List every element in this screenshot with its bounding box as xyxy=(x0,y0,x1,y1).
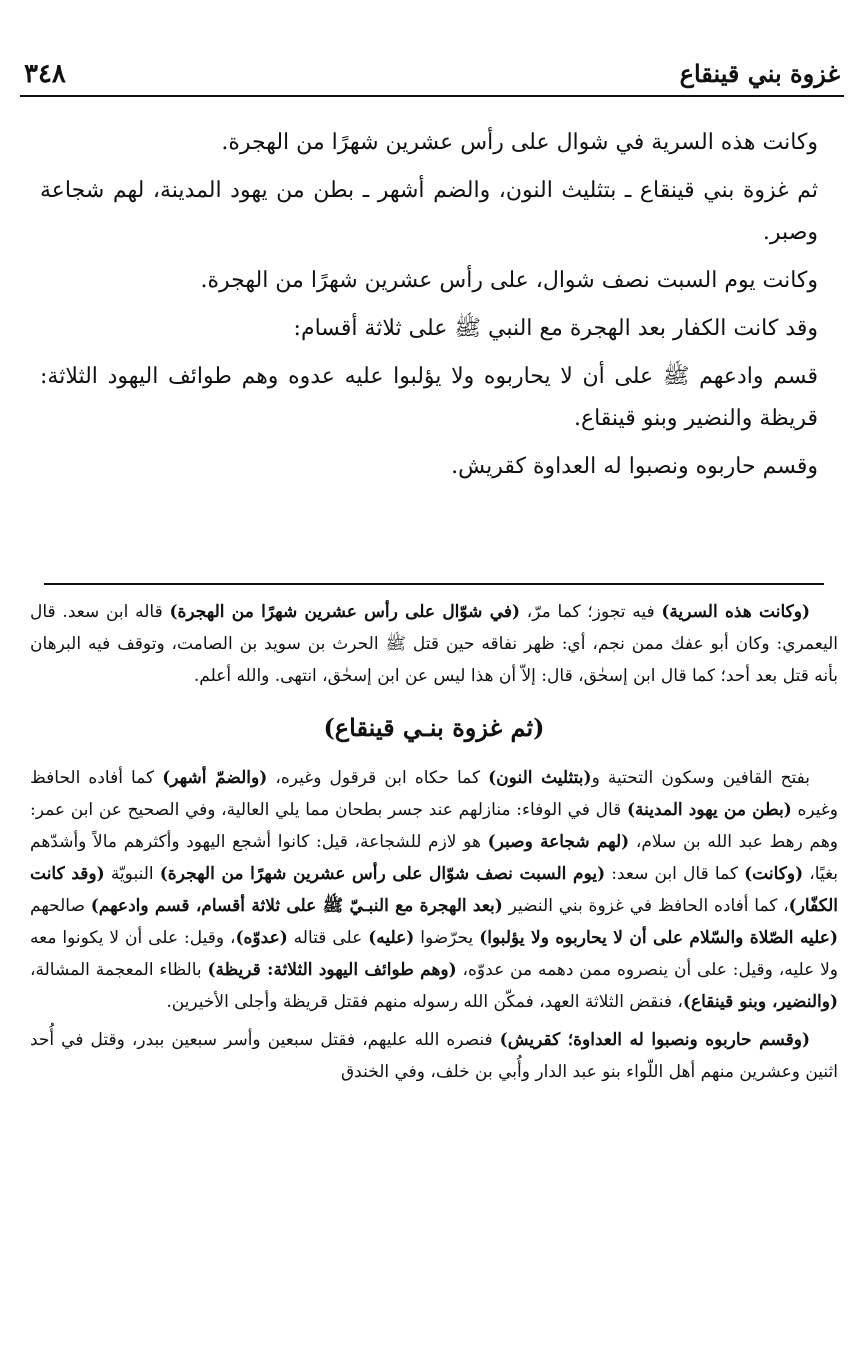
commentary-paragraph xyxy=(30,1024,838,1088)
main-paragraph: وقد كانت الكفار بعد الهجرة مع النبي ﷺ على ثلاثة أقسام: xyxy=(293,316,818,341)
bold-quote-segment: (عليه) xyxy=(368,928,415,948)
main-paragraph: وكانت يوم السبت نصف شوال، على رأس عشرين شهرًا من الهجرة. xyxy=(200,268,818,293)
text-segment: هو لازم للشجاعة، قيل: كانوا أشجع اليهود وأكثرهم مالاً وأشدّهم بغيًا، xyxy=(30,832,839,884)
bold-quote-segment: (لهم شجاعة وصبر) xyxy=(487,832,630,852)
main-paragraph: ثم غزوة بني قينقاع ـ بتثليث النون، والضم أشهر ـ بطن من يهود المدينة، لهم شجاعة وصبر. xyxy=(40,178,818,245)
bold-quote-segment: (وقسم حاربوه ونصبوا له العداوة؛ كقريش) xyxy=(499,1030,810,1050)
main-paragraph: وكانت هذه السرية في شوال على رأس عشرين شهرًا من الهجرة. xyxy=(221,130,818,155)
bold-quote-segment: (بعد الهجرة مع النبـيّ ﷺ على ثلاثة أقسام، قسم وادعهم) xyxy=(90,896,503,916)
text-segment: فنصره الله عليهم، فقتل سبعين وأسر سبعين ببدر، وقتل في أُحد اثنين وعشرين منهم أهل اللّواء بنو عبد الدار وأُبي بن خلف، وفي الخندق xyxy=(30,1030,838,1082)
bold-quote-segment: (بتثليث النون) xyxy=(488,768,592,788)
bold-quote-segment: (عليه الصّلاة والسّلام على أن لا يحاربوه ولا يؤلبوا) xyxy=(479,928,838,948)
text-segment: فيه تجوز؛ كما مرّ، xyxy=(520,602,662,622)
bold-quote-segment: (يوم السبت نصف شوّال على رأس عشرين شهرًا من الهجرة) xyxy=(159,864,606,884)
text-segment: النبويّة xyxy=(104,864,160,884)
bold-quote-segment: (وقد كانت الكفّار) xyxy=(30,864,838,916)
bold-quote-segment: (في شوّال على رأس عشرين شهرًا من الهجرة) xyxy=(169,602,521,622)
bold-quote-segment: (وكانت) xyxy=(744,864,804,884)
bold-quote-segment: (والضمّ أشهر) xyxy=(162,768,268,788)
text-segment: بفتح القافين وسكون التحتية و xyxy=(591,768,811,788)
bold-quote-segment: (بطن من يهود المدينة) xyxy=(626,800,792,820)
text-segment: على قتاله xyxy=(287,928,369,948)
commentary xyxy=(30,596,838,1094)
page-header xyxy=(20,55,844,97)
text-segment: صالحهم xyxy=(30,896,91,916)
text-segment: كما حكاه ابن قرقول وغيره، xyxy=(267,768,489,788)
bold-quote-segment: (والنضير، وبنو قينقاع) xyxy=(682,992,838,1012)
footnote-divider xyxy=(44,583,824,585)
bold-quote-segment: (عدوّه) xyxy=(235,928,288,948)
text-segment: كما قال ابن سعد: xyxy=(605,864,745,884)
commentary-paragraph xyxy=(30,596,838,692)
running-title: غزوة بني قينقاع xyxy=(679,59,840,88)
main-paragraph: وقسم حاربوه ونصبوا له العداوة كقريش. xyxy=(451,454,818,479)
text-segment: كما أفاده الحافظ وغيره xyxy=(30,768,839,820)
text-segment: ، وقيل: على أن لا يكونوا معه ولا عليه، وقيل: على أن ينصروه ممن دهمه من عدوّه، xyxy=(30,928,838,980)
text-segment: ، فنقض الثلاثة العهد، فمكّن الله رسوله منهم فقتل قريظة وأجلى الأخيرين. xyxy=(166,992,683,1012)
bold-quote-segment: (وهم طوائف اليهود الثلاثة: قريظة) xyxy=(207,960,457,980)
page-number: ٣٤٨ xyxy=(24,59,66,89)
text-segment: قال في الوفاء: منازلهم عند جسر بطحان مما يلي العالية، وفي الصحيح عن ابن عمر: وهم رهط عبد الله بن سلام، xyxy=(30,800,839,852)
main-paragraph: قسم وادعهم ﷺ على أن لا يحاربوه ولا يؤلبوا عليه عدوه وهم طوائف اليهود الثلاثة: قريظة والنضير وبنو قينقاع. xyxy=(40,364,818,431)
text-segment: يحرّضوا xyxy=(414,928,480,948)
text-segment: ، كما أفاده الحافظ في غزوة بني النضير xyxy=(502,896,789,916)
text-segment: قاله ابن سعد. قال اليعمري: وكان أبو عفك ممن نجم، أي: ظهر نفاقه حين قتل ﷺ الحرث بن سويد بن الصامت، وتوقف فيه البرهان بأنه قتل بعد أحد؛ كما قال ابن إسحٰق، قال: إلاّ أن هذا ليس عن ابن إسحٰق، انتهى. والله أعلم. xyxy=(30,602,838,686)
text-segment: بالظاء المعجمة المشالة، xyxy=(30,960,208,980)
section-heading: (ثم غزوة بنـي قينقاع) xyxy=(323,713,545,742)
bold-quote-segment: (وكانت هذه السرية) xyxy=(661,602,810,622)
main-text xyxy=(40,122,818,494)
commentary-paragraph xyxy=(30,762,838,1018)
